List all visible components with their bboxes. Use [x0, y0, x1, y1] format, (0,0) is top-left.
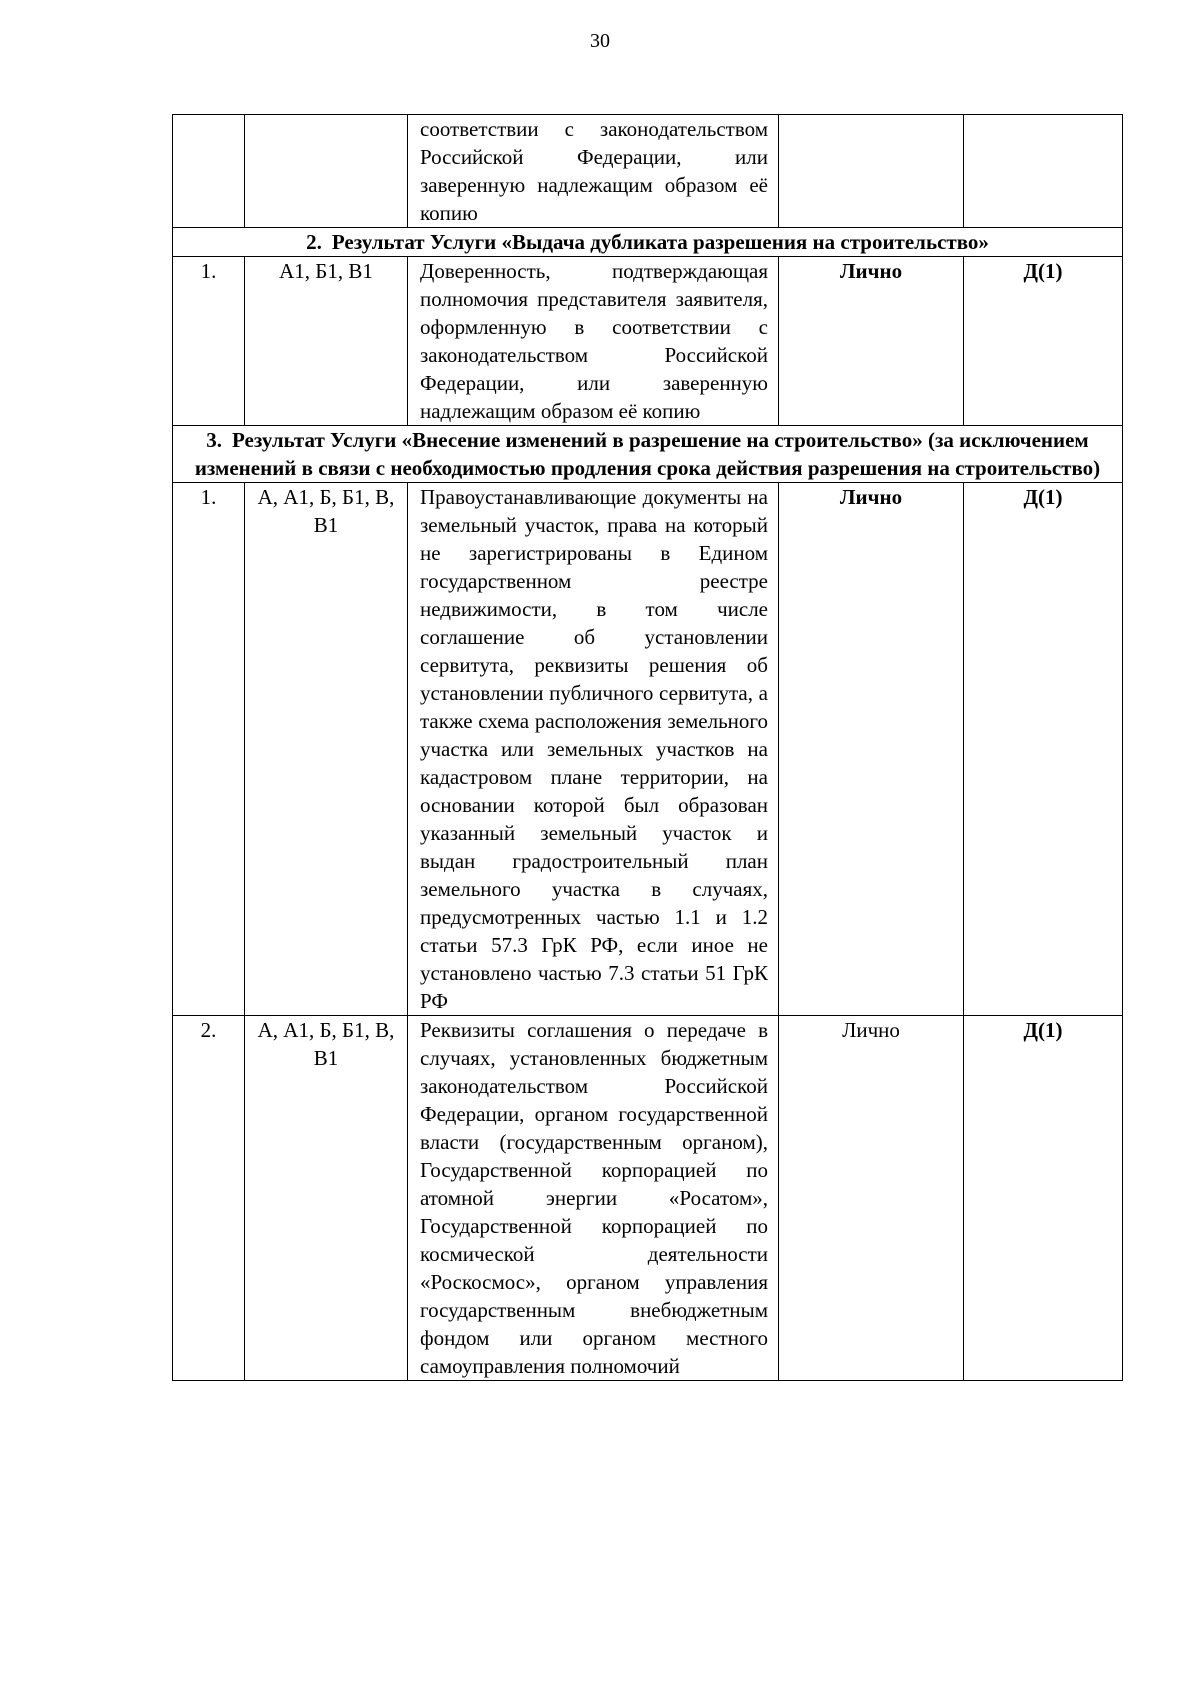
- cell-form: Д(1): [964, 483, 1123, 1016]
- cell-category: [245, 115, 408, 228]
- cell-category: А, А1, Б, Б1, В, В1: [245, 483, 408, 1016]
- cell-document: Правоустанавливающие документы на земельный участок, права на который не зарегистрированы в Едином государственном реестре недвижимости, в том числе соглашение об установлении сервитута, реквизиты решения об установлении публичного сервитута, а также схема расположения земельного участка или земельных участков на кадастровом плане территории, на основании которой был образован указанный земельный участок и выдан градостроительный план земельного участка в случаях, предусмотренных частью 1.1 и 1.2 статьи 57.3 ГрК РФ, если иное не установлено частью 7.3 статьи 51 ГрК РФ: [408, 483, 779, 1016]
- section-header: [173, 228, 1123, 257]
- cell-document: соответствии с законодательством Российской Федерации, или заверенную надлежащим образом её копию: [408, 115, 779, 228]
- cell-method: Лично: [779, 1016, 964, 1381]
- section-number: 3.: [206, 428, 222, 452]
- table-row: [173, 257, 1123, 426]
- cell-document: Доверенность, подтверждающая полномочия представителя заявителя, оформленную в соответствии с законодательством Российской Федерации, или заверенную надлежащим образом её копию: [408, 257, 779, 426]
- cell-form: Д(1): [964, 257, 1123, 426]
- table-row: [173, 483, 1123, 1016]
- table-row: [173, 1016, 1123, 1381]
- section-title: Результат Услуги «Выдача дубликата разрешения на строительство»: [331, 230, 989, 254]
- section-number: 2.: [306, 230, 322, 254]
- section-title: Результат Услуги «Внесение изменений в разрешение на строительство» (за исключением изменений в связи с необходимостью продления срока действия разрешения на строительство): [194, 428, 1101, 480]
- cell-num: 1.: [173, 257, 245, 426]
- cell-form: [964, 115, 1123, 228]
- documents-table: [172, 114, 1123, 1381]
- table-row: [173, 115, 1123, 228]
- cell-method: Лично: [779, 257, 964, 426]
- cell-document: Реквизиты соглашения о передаче в случаях, установленных бюджетным законодательством Российской Федерации, органом государственной власти (государственным органом), Государственной корпорацией по атомной энергии «Росатом», Государственной корпорацией по космической деятельности «Роскосмос», органом управления государственным внебюджетным фондом или органом местного самоуправления полномочий: [408, 1016, 779, 1381]
- section-title-cell: [173, 426, 1123, 483]
- cell-category: А, А1, Б, Б1, В, В1: [245, 1016, 408, 1381]
- cell-form: Д(1): [964, 1016, 1123, 1381]
- cell-method: Лично: [779, 483, 964, 1016]
- cell-num: [173, 115, 245, 228]
- page-number: 30: [590, 30, 610, 52]
- cell-method: [779, 115, 964, 228]
- cell-category: А1, Б1, В1: [245, 257, 408, 426]
- cell-num: 1.: [173, 483, 245, 1016]
- section-title-cell: [173, 228, 1123, 257]
- section-header: [173, 426, 1123, 483]
- cell-num: 2.: [173, 1016, 245, 1381]
